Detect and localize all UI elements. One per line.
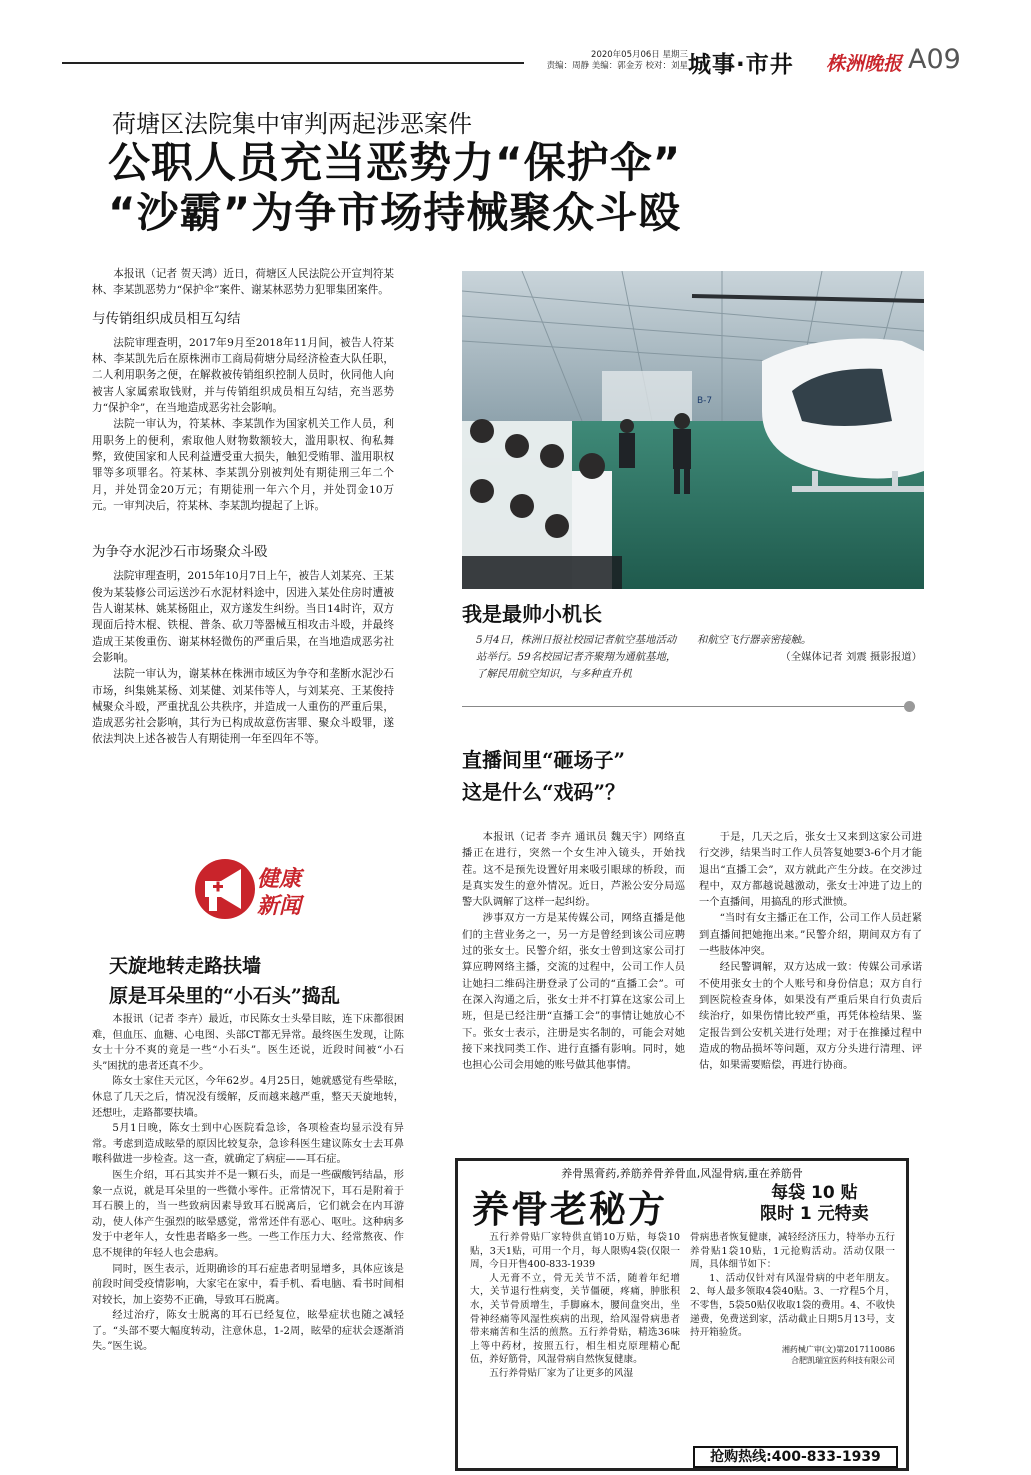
ad-license-1: 湘药械广审(文)第2017110086 — [781, 1344, 895, 1354]
health-badge-line1: 健康 — [257, 867, 302, 892]
ad-brand: 养骨老秘方 — [472, 1187, 667, 1231]
lead-paragraph: 法院一审认为，谢某林在株洲市域区为争夺和垄断水泥沙石市场，纠集姚某杨、刘某健、刘某伟等人，与刘某亮、王某俊持械聚众斗殴，严重扰乱公共秩序，并造成一人重伤的严重后果，造成恶劣社会影响，其行为已构成故意伤害罪、聚众斗殴罪，遂依法判决上述各被告人有期徒刑一年至四年不等。 — [92, 668, 394, 746]
lead-subhead-1: 与传销组织成员相互勾结 — [92, 310, 241, 327]
health-paragraph: 经过治疗，陈女士脱离的耳石已经复位，眩晕症状也随之减轻了。“头部不要大幅度转动，注意休息，1-2周，眩晕的症状会逐渐消失。”医生说。 — [92, 1310, 404, 1353]
health-paragraph: 5月1日晚，陈女士到中心医院看急诊，各项检查均显示没有异常。考虑到造成眩晕的原因比较复杂，急诊科医生建议陈女士去耳鼻喉科做进一步检查。这一查，就确定了病症——耳石症。 — [92, 1123, 404, 1166]
section-title: 城事·市井 — [688, 52, 794, 78]
ad-paragraph: 五行养骨贴厂家特供直销10万贴，每袋10贴，3天1贴，可用一个月，每人限购4袋(仅限一周，今日开售400-833-1939 — [470, 1232, 680, 1271]
photo-caption-right — [697, 632, 922, 666]
advertisement — [455, 1158, 909, 1471]
ad-offer-line1: 每袋 10 贴 — [771, 1183, 858, 1203]
lead-kicker: 荷塘区法院集中审判两起涉恶案件 — [112, 110, 472, 138]
header-meta — [538, 50, 688, 72]
health-news-badge — [257, 866, 301, 920]
lead-headline — [108, 138, 681, 238]
ad-top-line: 养骨黑膏药,养筋养骨养骨血,风湿骨病,重在养筋骨 — [561, 1167, 803, 1180]
photo-caption-left: 5月4日，株洲日报社校园记者航空基地活动站举行。59名校园记者齐聚翔为通航基地，了解民用航空知识，与多种直升机 — [476, 634, 677, 680]
header-rule — [62, 62, 524, 64]
live-paragraph: 经民警调解，双方达成一致：传媒公司承诺不使用张女士的个人账号和身份信息；双方自行到医院检查身体，如果没有严重后果自行负责后续治疗，如果伤情比较严重，再凭体检结果、鉴定报告到公安机关进行处理；对于在推搡过程中造成的物品损坏等问题，双方分头进行清理、评估，如果需要赔偿，再进行协商。 — [699, 961, 922, 1072]
ad-offer-line2: 限时 1 元特卖 — [760, 1204, 869, 1224]
ad-hotline: 抢购热线:400-833-1939 — [693, 1446, 898, 1468]
page-number: A09 — [908, 44, 961, 75]
ad-paragraph: 人无膏不立，骨无关节不活，随着年纪增大，关节退行性病变，关节僵硬，疼痛，肿胀积水，关节骨质增生，手脚麻木，腰间盘突出，坐骨神经痛等风湿性疾病的出现，给风湿骨病患者带来痛苦和生活的煎熬。五行养骨贴，精选36味上等中药材，按照五行，相生相克原理精心配伍，养好筋骨，风湿骨病自然恢复健康。 — [470, 1272, 680, 1366]
ad-offer — [760, 1183, 869, 1225]
health-paragraph: 本报讯（记者 李卉）最近，市民陈女士头晕目眩，连下床都很困难，但血压、血糖、心电图、头部CT都无异常。最终医生发现，让陈女士十分不爽的竟是一些“小石头”。医生还说，近段时间被“小石头”困扰的患者还真不少。 — [92, 1014, 404, 1072]
hangar-photo-illustration — [462, 271, 924, 589]
health-badge-line2: 新闻 — [257, 894, 302, 919]
live-paragraph: 本报讯（记者 李卉 通讯员 魏天宇）网络直播正在进行，突然一个女生冲入镜头，开始找茬。这不是预先设置好用来吸引眼球的桥段，而是真实发生的意外情况。近日，芦淞公安分局巡警大队调解了这样一起纠纷。 — [462, 831, 685, 909]
ad-paragraph: 1、活动仅针对有风湿骨病的中老年朋友。2、每人最多领取4袋40贴。3、一疗程5个月，不零售，5袋50贴仅收取1袋的费用。4、不收快递费，免费送到家，活动截止日期5月13号，支持开箱验货。 — [690, 1272, 895, 1339]
ad-paragraph: 骨病患者恢复健康，减轻经济压力，特举办五行养骨贴1袋10贴，1元抢购活动。活动仅限一周，具体细节如下： — [690, 1232, 895, 1271]
health-paragraph: 同时，医生表示，近期确诊的耳石症患者明显增多，具体应该是前段时间受疫情影响，大家宅在家中，看手机、看电脑、看书时间相对较长，加上姿势不正确，导致耳石脱离。 — [92, 1263, 404, 1306]
live-headline-line1: 直播间里“砸场子” — [462, 748, 626, 772]
ad-left-text — [470, 1231, 680, 1381]
newspaper-logo: 株洲晚报 — [826, 53, 903, 75]
ad-paragraph: 五行养骨贴厂家为了让更多的风湿 — [489, 1367, 634, 1379]
divider-dot — [904, 701, 915, 712]
live-paragraph: 涉事双方一方是某传媒公司，网络直播是他们的主营业务之一，另一方是曾经到该公司应聘过的张女士。民警介绍，张女士曾到这家公司打算应聘网络主播，交流的过程中，公司工作人员让她扫二维码注册登录了公司的“直播工会”。可在深入沟通之后，张女士并不打算在这家公司上班，但是已经注册“直播工会”的事情让她放心不下。张女士表示，注册是实名制的，可能会对她接下来找同类工作、进行直播有影响。同时，她也担心公司会用她的账号做其他事情。 — [462, 912, 685, 1072]
photo-credit: （全媒体记者 刘震 摄影报道） — [780, 651, 922, 663]
date-line: 2020年05月06日 星期三 — [591, 50, 688, 60]
ad-right-text — [690, 1231, 895, 1366]
hangar-photo — [462, 271, 924, 589]
lead-headline-line2: “沙霸”为争市场持械聚众斗殴 — [108, 188, 682, 237]
live-paragraph: 于是，几天之后，张女士又来到这家公司进行交涉，结果当时工作人员答复她要3-6个月才能退出“直播工会”，双方就此产生分歧。在交涉过程中，双方都越说越激动，张女士冲进了边上的一个直播间，用搞乱的形式泄愤。 — [699, 831, 922, 909]
health-body — [92, 1012, 404, 1355]
editor-line: 责编：周静 美编：郭金芳 校对：刘星 — [546, 61, 688, 71]
lead-body — [92, 266, 394, 748]
lead-paragraph: 法院审理查明，2017年9月至2018年11月间，被告人符某林、李某凯先后在原株洲市工商局荷塘分局经济检查大队任职，二人利用职务之便，在解救被传销组织控制人员时，伙同他人向被害人家属索取钱财，并与传销组织成员相互勾结，充当恶势力“保护伞”，在当地造成恶劣社会影响。 — [92, 336, 394, 415]
live-paragraph: “当时有女主播正在工作，公司工作人员赶紧到直播间把她拖出来。”民警介绍，期间双方有了一些肢体冲突。 — [699, 912, 922, 958]
photo-caption-cont: 和航空飞行器亲密接触。 — [697, 634, 812, 646]
live-body-col2 — [699, 829, 922, 1073]
lead-subhead-2: 为争夺水泥沙石市场聚众斗殴 — [92, 544, 268, 561]
lead-intro: 本报讯（记者 贺天鸿）近日，荷塘区人民法院公开宣判符某林、李某凯恶势力“保护伞”案件、谢某林恶势力犯罪集团案件。 — [92, 268, 394, 297]
lead-paragraph: 法院审理查明，2015年10月7日上午，被告人刘某亮、王某俊为某装修公司运送沙石水泥材料途中，因进入某处住房时遭被告人谢某林、姚某杨阻止，双方遂发生纠纷。当日14时许，双方现面后持木棍、铁棍、普条、砍刀等器械互相攻击斗殴，并最终造成王某俊重伤、谢某林轻微伤的严重后果，在当地造成恶劣社会影响。 — [92, 570, 394, 664]
health-headline-line1: 天旋地转走路扶墙 — [109, 955, 262, 977]
health-headline — [109, 951, 340, 1011]
ad-license-2: 合肥凯瑞宜医药科技有限公司 — [791, 1355, 895, 1365]
lead-headline-line1: 公职人员充当恶势力“保护伞” — [108, 138, 682, 187]
health-paragraph: 陈女士家住天元区，今年62岁。4月25日，她就感觉有些晕眩，休息了几天之后，情况没有缓解，反而越来越严重，整天天旋地转，还想吐，走路都要扶墙。 — [92, 1076, 404, 1119]
photo-story-title: 我是最帅小机长 — [462, 602, 602, 626]
helicopter-tail-number: B-7 — [697, 396, 713, 406]
section-divider — [462, 706, 907, 707]
lead-paragraph: 法院一审认为，符某林、李某凯作为国家机关工作人员，利用职务上的便利，索取他人财物数额较大，滥用职权、徇私舞弊，致使国家和人民利益遭受重大损失，触犯受贿罪、滥用职权罪等多项罪名。符某林、李某凯分别被判处有期徒刑三年二个月，并处罚金20万元；有期徒刑一年六个月，并处罚金10万元。一审判决后，符某林、李某凯均提起了上诉。 — [92, 418, 394, 512]
live-headline — [462, 744, 625, 808]
live-body-col1 — [462, 829, 685, 1073]
health-paragraph: 医生介绍，耳石其实并不是一颗石头，而是一些碳酸钙结晶，形象一点说，就是耳朵里的一些微小零件。正常情况下，耳石是附着于耳石膜上的，当一些致病因素导致耳石脱离后，它们就会在内耳游动，使人体产生强烈的眩晕感觉，常常还伴有恶心、呕吐。这种病多发于中老年人，女性患者略多一些。一些工作压力大、经常熬夜、作息不规律的年轻人也会患病。 — [92, 1169, 404, 1259]
megaphone-icon — [187, 855, 261, 925]
live-headline-line2: 这是什么“戏码”？ — [462, 780, 626, 804]
health-headline-line2: 原是耳朵里的“小石头”捣乱 — [109, 985, 340, 1007]
